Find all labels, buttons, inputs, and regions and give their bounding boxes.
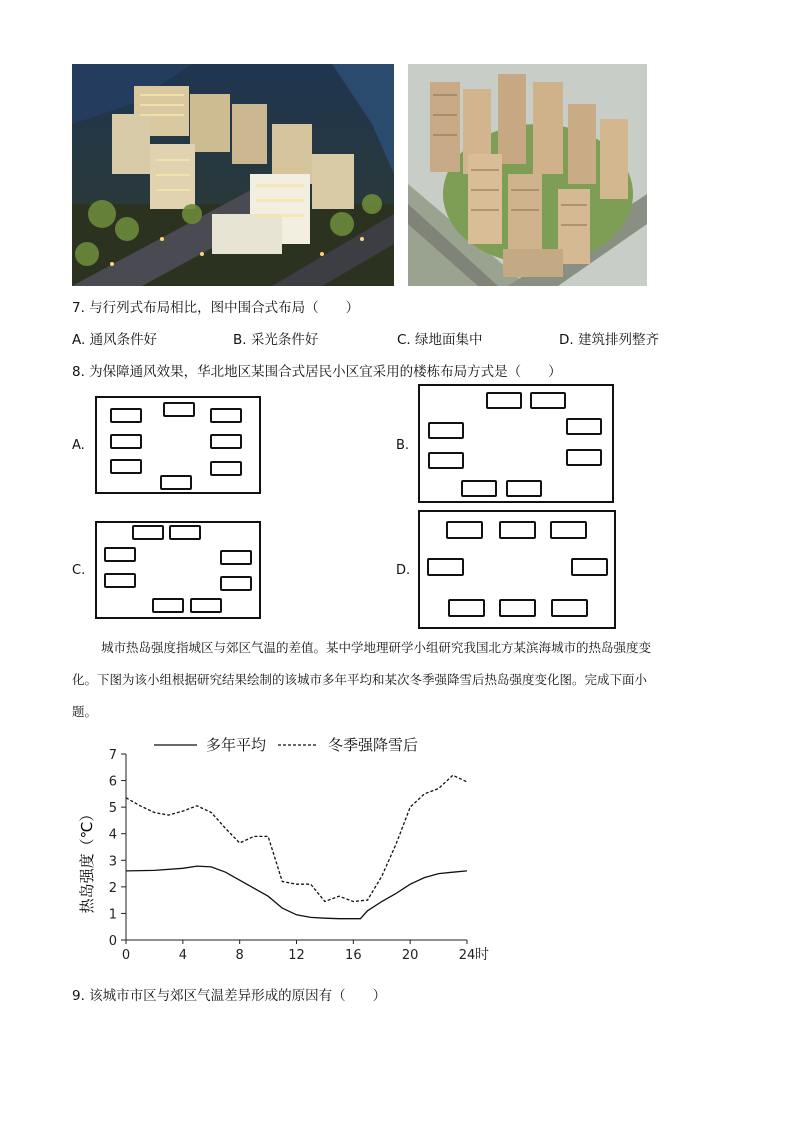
building-block — [550, 521, 587, 539]
q8-stem: 8. 为保障通风效果，华北地区某围合式居民小区宜采用的楼栋布局方式是（ ） — [72, 364, 562, 380]
series-line-annual-average — [126, 866, 467, 919]
passage-line-3: 题。 — [72, 704, 98, 719]
photo-enclosed-layout-night — [72, 64, 394, 286]
building-block — [110, 408, 142, 423]
building-block — [210, 434, 242, 449]
q7-option-a[interactable]: A. 通风条件好 — [72, 332, 158, 348]
y-tick-label: 5 — [108, 801, 117, 817]
q7-option-b[interactable]: B. 采光条件好 — [233, 332, 319, 348]
building-block — [160, 475, 192, 490]
q7-option-c[interactable]: C. 绿地面集中 — [397, 332, 483, 348]
y-tick-label: 1 — [108, 907, 117, 923]
building-block — [428, 452, 464, 469]
q8-label-c[interactable]: C. — [72, 563, 86, 578]
series-line-after-snowfall — [126, 775, 467, 901]
building-block — [499, 521, 536, 539]
q7-stem: 7. 与行列式布局相比，图中围合式布局（ ） — [72, 300, 360, 316]
building-block — [152, 598, 184, 613]
building-block — [446, 521, 483, 539]
q9-stem: 9. 该城市市区与郊区气温差异形成的原因有（ ） — [72, 988, 387, 1004]
chart-axes — [126, 754, 467, 940]
building-block — [220, 550, 252, 565]
building-block — [551, 599, 588, 617]
x-tick-label: 24 — [458, 948, 476, 963]
y-axis-label: 热岛强度（℃） — [78, 806, 96, 914]
legend-label: 冬季强降雪后 — [328, 736, 419, 754]
building-block — [506, 480, 542, 497]
x-axis-unit: 时 — [475, 947, 489, 963]
building-block — [110, 434, 142, 449]
photo-enclosed-layout-day — [408, 64, 647, 286]
building-block — [210, 408, 242, 423]
y-tick-label: 7 — [108, 748, 117, 763]
x-tick-label: 0 — [121, 948, 131, 963]
building-block — [499, 599, 536, 617]
q8-label-a[interactable]: A. — [72, 438, 85, 453]
chart-legend — [154, 736, 418, 754]
night-render-illustration — [72, 64, 394, 286]
building-block — [104, 547, 136, 562]
building-block — [428, 422, 464, 439]
x-tick-label: 8 — [235, 948, 244, 963]
passage-line-2: 化。下图为该小组根据研究结果绘制的该城市多年平均和某次冬季强降雪后热岛强度变化图。完成下面小 — [72, 672, 648, 687]
layout-diagram-d[interactable] — [418, 510, 616, 629]
building-block — [190, 598, 222, 613]
building-block — [110, 459, 142, 474]
y-tick-label: 2 — [108, 880, 117, 896]
y-tick-label: 0 — [108, 934, 117, 949]
building-block — [104, 573, 136, 588]
layout-diagram-a[interactable] — [95, 396, 261, 494]
building-block — [163, 402, 195, 417]
layout-diagram-b[interactable] — [418, 384, 614, 503]
building-block — [169, 525, 201, 540]
q7-option-d[interactable]: D. 建筑排列整齐 — [559, 332, 659, 348]
building-block — [486, 392, 522, 409]
day-render-illustration — [408, 64, 647, 286]
y-tick-label: 3 — [108, 854, 117, 870]
heat-island-chart-svg — [70, 728, 510, 968]
building-block — [566, 418, 602, 435]
y-tick-label: 4 — [108, 827, 117, 843]
layout-diagram-c[interactable] — [95, 521, 261, 619]
building-block — [220, 576, 252, 591]
building-block — [427, 558, 464, 576]
building-block — [530, 392, 566, 409]
chart-series — [126, 775, 467, 918]
x-tick-label: 12 — [288, 948, 305, 963]
heat-island-chart — [70, 728, 510, 968]
building-block — [571, 558, 608, 576]
q8-label-b[interactable]: B. — [396, 438, 410, 453]
q8-label-d[interactable]: D. — [396, 563, 411, 578]
x-tick-label: 4 — [178, 948, 187, 963]
passage-line-1: 城市热岛强度指城区与郊区气温的差值。某中学地理研学小组研究我国北方某滨海城市的热岛强度变 — [101, 640, 652, 655]
chart-ticks — [109, 748, 489, 963]
building-block — [210, 461, 242, 476]
building-block — [448, 599, 485, 617]
building-block — [461, 480, 497, 497]
building-block — [132, 525, 164, 540]
building-block — [566, 449, 602, 466]
x-tick-label: 16 — [345, 948, 362, 963]
y-tick-label: 6 — [108, 774, 117, 790]
legend-label: 多年平均 — [206, 736, 267, 754]
x-tick-label: 20 — [401, 948, 419, 963]
